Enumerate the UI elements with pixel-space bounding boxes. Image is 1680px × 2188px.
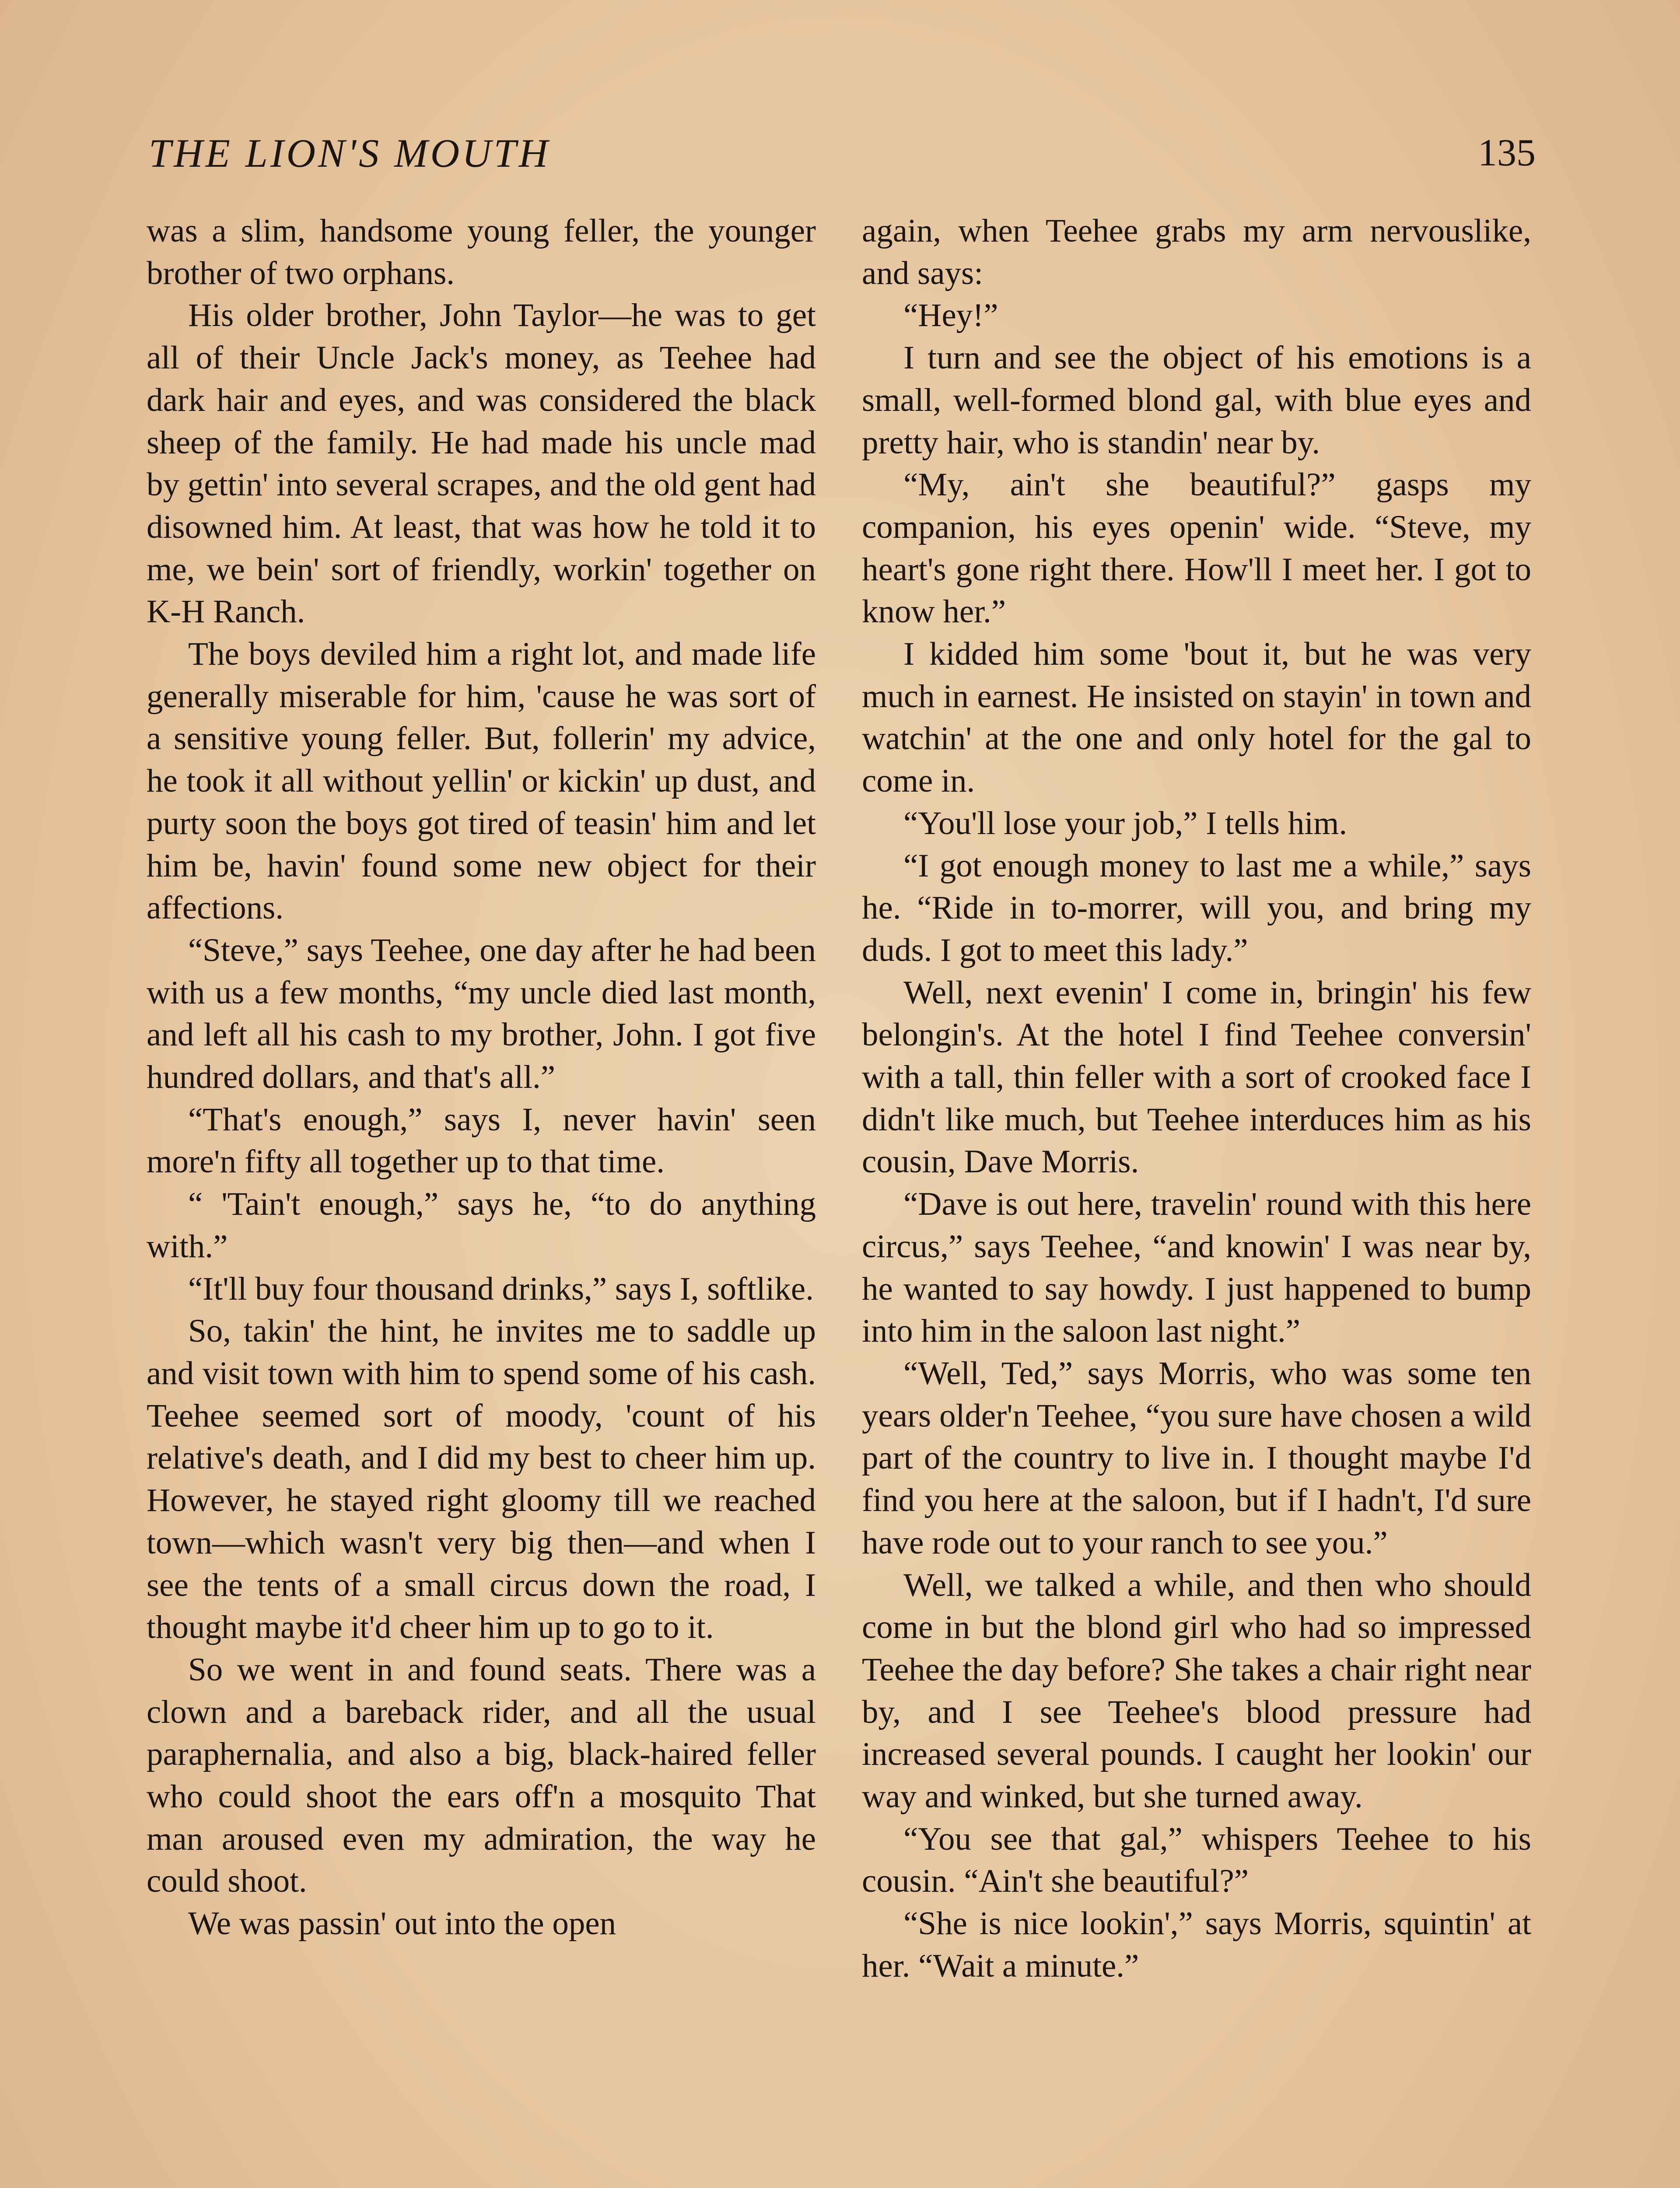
paragraph: was a slim, handsome young feller, the younger brother of two orphans. — [147, 213, 816, 291]
paragraph: “ 'Tain't enough,” says he, “to do anything with.” — [147, 1186, 816, 1265]
paragraph: “Dave is out here, travelin' round with this here circus,” says Teehee, “and knowin' I was near by, he wanted to say howdy. I just happened to bump into him in the saloon last night.” — [862, 1186, 1531, 1350]
paragraph: I kidded him some 'bout it, but he was very much in earnest. He insisted on stayin' in town and watchin' at the one and only hotel for the gal to come in. — [862, 636, 1531, 799]
paragraph: I turn and see the object of his emotions is a small, well-formed blond gal, with blue eyes and pretty hair, who is standin' near by. — [862, 340, 1531, 461]
right-text-column — [862, 210, 1531, 1988]
paragraph: again, when Teehee grabs my arm nervouslike, and says: — [862, 213, 1531, 291]
paragraph: “Well, Ted,” says Morris, who was some ten years older'n Teehee, “you sure have chosen a wild part of the country to live in. I thought maybe I'd find you here at the saloon, but if I hadn't, I'd sure have rode out to your ranch to see you.” — [862, 1355, 1531, 1561]
paragraph: The boys deviled him a right lot, and made life generally miserable for him, 'cause he was sort of a sensitive young feller. But, follerin' my advice, he took it all without yellin' or kickin' up dust, and purty soon the boys got tired of teasin' him and let him be, havin' found some new object for their affections. — [147, 636, 816, 926]
paragraph: “You'll lose your job,” I tells him. — [903, 805, 1348, 842]
paragraph: Well, we talked a while, and then who should come in but the blond girl who had so impressed Teehee the day before? She takes a chair right near by, and I see Teehee's blood pressure had increased several pounds. I caught her lookin' our way and winked, but she turned away. — [862, 1567, 1531, 1815]
paragraph: “Steve,” says Teehee, one day after he had been with us a few months, “my uncle died last month, and left all his cash to my brother, John. I got five hundred dollars, and that's all.” — [147, 932, 816, 1096]
page-number: 135 — [1478, 132, 1536, 174]
paragraph: We was passin' out into the open — [188, 1905, 616, 1942]
paragraph: “Hey!” — [903, 297, 998, 334]
paragraph: Well, next evenin' I come in, bringin' his few belongin's. At the hotel I find Teehee conversin' with a tall, thin feller with a sort of crooked face I didn't like much, but Teehee interduces him as his cousin, Dave Morris. — [862, 974, 1531, 1180]
paragraph: “It'll buy four thousand drinks,” says I, softlike. — [188, 1270, 814, 1307]
page-header — [144, 125, 1536, 182]
running-head: THE LION'S MOUTH — [149, 131, 551, 175]
paragraph: So we went in and found seats. There was a clown and a bareback rider, and all the usual paraphernalia, and also a big, black-haired feller who could shoot the ears off'n a mosquito That man aroused even my admiration, the way he could shoot. — [147, 1651, 816, 1900]
paragraph: “She is nice lookin',” says Morris, squintin' at her. “Wait a minute.” — [862, 1905, 1531, 1984]
paragraph: “You see that gal,” whispers Teehee to his cousin. “Ain't she beautiful?” — [862, 1820, 1531, 1900]
paragraph: His older brother, John Taylor—he was to get all of their Uncle Jack's money, as Teehee had dark hair and eyes, and was considered the black sheep of the family. He had made his uncle mad by gettin' into several scrapes, and the old gent had disowned him. At least, that was how he told it to me, we bein' sort of friendly, workin' together on K-H Ranch. — [147, 297, 816, 630]
left-text-column — [147, 210, 816, 1945]
paragraph: “I got enough money to last me a while,” says he. “Ride in to-morrer, will you, and bring my duds. I got to meet this lady.” — [862, 847, 1531, 968]
paragraph: “That's enough,” says I, never havin' seen more'n fifty all together up to that time. — [147, 1101, 816, 1180]
paragraph: “My, ain't she beautiful?” gasps my companion, his eyes openin' wide. “Steve, my heart's gone right there. How'll I meet her. I got to know her.” — [862, 466, 1531, 630]
paragraph: So, takin' the hint, he invites me to saddle up and visit town with him to spend some of his cash. Teehee seemed sort of moody, 'count of his relative's death, and I did my best to cheer him up. However, he stayed right gloomy till we reached town—which wasn't very big then—and when I see the tents of a small circus down the road, I thought maybe it'd cheer him up to go to it. — [147, 1313, 816, 1646]
